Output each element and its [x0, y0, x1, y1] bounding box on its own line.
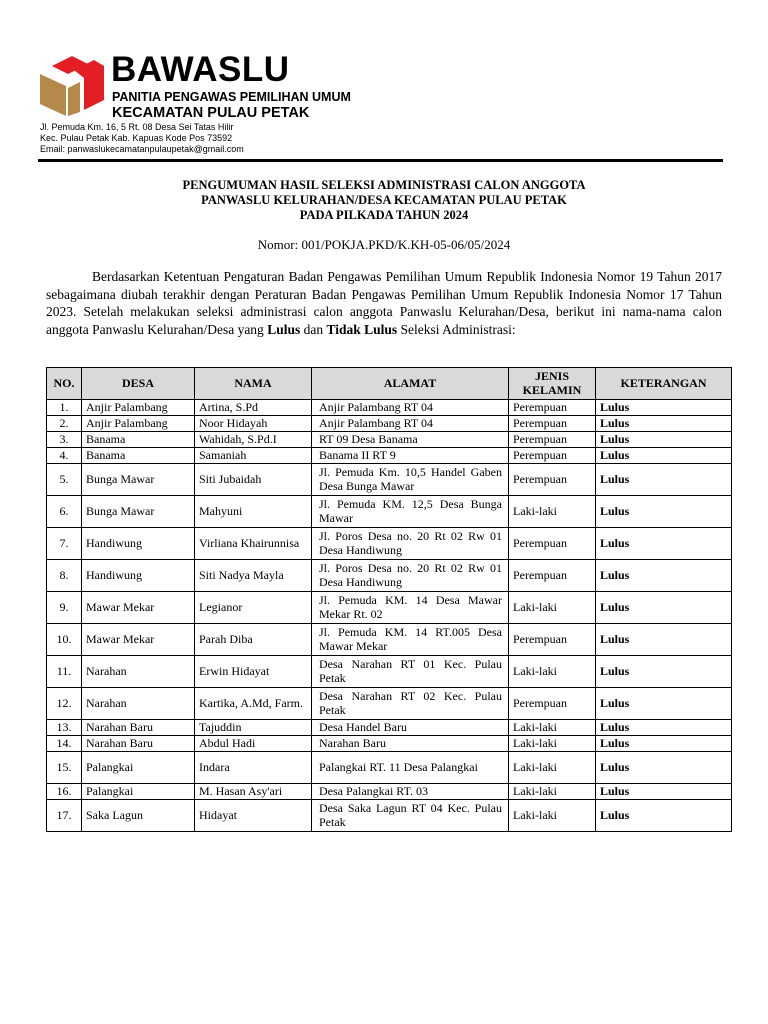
cell-desa: Bunga Mawar — [82, 464, 195, 496]
cell-jenis-kelamin: Perempuan — [509, 688, 596, 720]
cell-no: 5. — [47, 464, 82, 496]
intro-mid: dan — [300, 321, 327, 337]
cell-no: 1. — [47, 400, 82, 416]
tidak-lulus-emphasis: Tidak Lulus — [326, 321, 398, 337]
table-body — [47, 400, 732, 832]
cell-desa: Narahan — [82, 656, 195, 688]
cell-jenis-kelamin: Perempuan — [509, 448, 596, 464]
org-line-2: KECAMATAN PULAU PETAK — [112, 105, 310, 121]
cell-jenis-kelamin: Laki-laki — [509, 784, 596, 800]
letterhead — [38, 52, 728, 162]
table-row — [47, 800, 732, 832]
lulus-emphasis: Lulus — [267, 321, 301, 337]
results-table — [46, 367, 732, 832]
cell-nama: Siti Nadya Mayla — [195, 560, 312, 592]
header-no: NO. — [47, 368, 82, 400]
cell-jenis-kelamin: Perempuan — [509, 624, 596, 656]
title-line-2: PANWASLU KELURAHAN/DESA KECAMATAN PULAU PETAK — [201, 193, 567, 207]
cell-jenis-kelamin: Perempuan — [509, 416, 596, 432]
cell-no: 14. — [47, 736, 82, 752]
table-row — [47, 528, 732, 560]
cell-keterangan: Lulus — [596, 416, 732, 432]
cell-no: 13. — [47, 720, 82, 736]
cell-desa: Bunga Mawar — [82, 496, 195, 528]
cell-nama: Noor Hidayah — [195, 416, 312, 432]
cell-nama: Parah Diba — [195, 624, 312, 656]
cell-alamat: Palangkai RT. 11 Desa Palangkai — [312, 752, 509, 784]
cell-nama: Mahyuni — [195, 496, 312, 528]
cell-alamat: Banama II RT 9 — [312, 448, 509, 464]
cell-keterangan: Lulus — [596, 736, 732, 752]
table-row — [47, 736, 732, 752]
cell-keterangan: Lulus — [596, 400, 732, 416]
title-line-3: PADA PILKADA TAHUN 2024 — [299, 208, 469, 222]
cell-jenis-kelamin: Perempuan — [509, 528, 596, 560]
cell-desa: Narahan — [82, 688, 195, 720]
cell-no: 12. — [47, 688, 82, 720]
header-alamat: ALAMAT — [312, 368, 509, 400]
cell-keterangan: Lulus — [596, 528, 732, 560]
cell-keterangan: Lulus — [596, 656, 732, 688]
cell-no: 17. — [47, 800, 82, 832]
cell-alamat: Desa Palangkai RT. 03 — [312, 784, 509, 800]
table-row — [47, 416, 732, 432]
cell-desa: Mawar Mekar — [82, 624, 195, 656]
cell-keterangan: Lulus — [596, 784, 732, 800]
document-number: Nomor: 001/POKJA.PKD/K.KH-05-06/05/2024 — [257, 237, 511, 252]
intro-paragraph — [46, 268, 722, 338]
cell-alamat: Desa Narahan RT 02 Kec. Pulau Petak — [312, 688, 509, 720]
cell-no: 15. — [47, 752, 82, 784]
table-row — [47, 624, 732, 656]
cell-no: 6. — [47, 496, 82, 528]
table-header-row — [47, 368, 732, 400]
email-line: Email: panwaslukecamatanpulaupetak@gmail.com — [40, 144, 244, 154]
cell-alamat: Jl. Pemuda KM. 12,5 Desa Bunga Mawar — [312, 496, 509, 528]
cell-jenis-kelamin: Perempuan — [509, 464, 596, 496]
cell-jenis-kelamin: Perempuan — [509, 400, 596, 416]
cell-keterangan: Lulus — [596, 448, 732, 464]
cell-jenis-kelamin: Laki-laki — [509, 752, 596, 784]
cell-jenis-kelamin: Laki-laki — [509, 736, 596, 752]
table-row — [47, 448, 732, 464]
cell-keterangan: Lulus — [596, 560, 732, 592]
cell-desa: Handiwung — [82, 560, 195, 592]
cell-no: 3. — [47, 432, 82, 448]
header-jenis-kelamin: JENIS KELAMIN — [509, 368, 596, 400]
table-row — [47, 752, 732, 784]
table-row — [47, 560, 732, 592]
intro-end: Seleksi Administrasi: — [397, 321, 516, 337]
table-row — [47, 592, 732, 624]
cell-nama: Tajuddin — [195, 720, 312, 736]
bawaslu-logo-icon — [38, 56, 106, 116]
cell-desa: Handiwung — [82, 528, 195, 560]
cell-desa: Anjir Palambang — [82, 416, 195, 432]
cell-nama: Artina, S.Pd — [195, 400, 312, 416]
cell-jenis-kelamin: Laki-laki — [509, 592, 596, 624]
cell-alamat: Anjir Palambang RT 04 — [312, 400, 509, 416]
cell-keterangan: Lulus — [596, 688, 732, 720]
cell-jenis-kelamin: Laki-laki — [509, 720, 596, 736]
cell-jenis-kelamin: Laki-laki — [509, 800, 596, 832]
cell-no: 16. — [47, 784, 82, 800]
brand-name: BAWASLU — [111, 50, 290, 89]
cell-alamat: Jl. Poros Desa no. 20 Rt 02 Rw 01 Desa Handiwung — [312, 528, 509, 560]
cell-alamat: Jl. Poros Desa no. 20 Rt 02 Rw 01 Desa Handiwung — [312, 560, 509, 592]
cell-keterangan: Lulus — [596, 592, 732, 624]
table-row — [47, 464, 732, 496]
intro-text: Berdasarkan Ketentuan Pengaturan Badan Pengawas Pemilihan Umum Republik Indonesia Nomor 19 Tahun 2017 sebagaimana diubah terakhir dengan Peraturan Badan Pengawas Pemilihan Umum Republik Indonesia Nomor 17 Tahun 2023. Setelah melakukan seleksi administrasi calon anggota Panwaslu Kelurahan/Desa, berikut ini nama-nama calon anggota Panwaslu Kelurahan/Desa yang — [46, 269, 722, 337]
cell-desa: Mawar Mekar — [82, 592, 195, 624]
cell-no: 9. — [47, 592, 82, 624]
cell-nama: Hidayat — [195, 800, 312, 832]
cell-keterangan: Lulus — [596, 496, 732, 528]
cell-alamat: Jl. Pemuda KM. 14 RT.005 Desa Mawar Mekar — [312, 624, 509, 656]
cell-jenis-kelamin: Perempuan — [509, 432, 596, 448]
cell-nama: Legianor — [195, 592, 312, 624]
cell-no: 4. — [47, 448, 82, 464]
table-row — [47, 720, 732, 736]
table-row — [47, 784, 732, 800]
cell-nama: Abdul Hadi — [195, 736, 312, 752]
cell-alamat: Desa Narahan RT 01 Kec. Pulau Petak — [312, 656, 509, 688]
table-row — [47, 400, 732, 416]
cell-keterangan: Lulus — [596, 752, 732, 784]
cell-keterangan: Lulus — [596, 464, 732, 496]
cell-no: 10. — [47, 624, 82, 656]
table-row — [47, 432, 732, 448]
cell-keterangan: Lulus — [596, 624, 732, 656]
cell-no: 2. — [47, 416, 82, 432]
address-line-2: Kec. Pulau Petak Kab. Kapuas Kode Pos 73592 — [40, 133, 233, 143]
cell-keterangan: Lulus — [596, 800, 732, 832]
cell-nama: Wahidah, S.Pd.I — [195, 432, 312, 448]
header-nama: NAMA — [195, 368, 312, 400]
cell-alamat: RT 09 Desa Banama — [312, 432, 509, 448]
title-line-1: PENGUMUMAN HASIL SELEKSI ADMINISTRASI CALON ANGGOTA — [182, 178, 586, 192]
cell-desa: Narahan Baru — [82, 720, 195, 736]
cell-keterangan: Lulus — [596, 432, 732, 448]
cell-jenis-kelamin: Perempuan — [509, 560, 596, 592]
cell-no: 8. — [47, 560, 82, 592]
cell-alamat: Jl. Pemuda KM. 14 Desa Mawar Mekar Rt. 02 — [312, 592, 509, 624]
cell-nama: Samaniah — [195, 448, 312, 464]
header-desa: DESA — [82, 368, 195, 400]
cell-desa: Palangkai — [82, 784, 195, 800]
cell-nama: Siti Jubaidah — [195, 464, 312, 496]
cell-keterangan: Lulus — [596, 720, 732, 736]
cell-desa: Banama — [82, 448, 195, 464]
cell-desa: Palangkai — [82, 752, 195, 784]
cell-nama: Virliana Khairunnisa — [195, 528, 312, 560]
table-row — [47, 688, 732, 720]
cell-desa: Anjir Palambang — [82, 400, 195, 416]
cell-nama: Erwin Hidayat — [195, 656, 312, 688]
table-row — [47, 496, 732, 528]
cell-nama: M. Hasan Asy'ari — [195, 784, 312, 800]
cell-jenis-kelamin: Laki-laki — [509, 496, 596, 528]
table-row — [47, 656, 732, 688]
cell-desa: Narahan Baru — [82, 736, 195, 752]
cell-alamat: Jl. Pemuda Km. 10,5 Handel Gaben Desa Bunga Mawar — [312, 464, 509, 496]
cell-desa: Saka Lagun — [82, 800, 195, 832]
header-keterangan: KETERANGAN — [596, 368, 732, 400]
address-line-1: Jl. Pemuda Km. 16, 5 Rt. 08 Desa Sei Tatas Hilir — [40, 122, 234, 132]
cell-no: 7. — [47, 528, 82, 560]
cell-alamat: Narahan Baru — [312, 736, 509, 752]
cell-alamat: Desa Saka Lagun RT 04 Kec. Pulau Petak — [312, 800, 509, 832]
cell-alamat: Desa Handel Baru — [312, 720, 509, 736]
cell-desa: Banama — [82, 432, 195, 448]
cell-no: 11. — [47, 656, 82, 688]
header-divider — [38, 159, 723, 162]
cell-alamat: Anjir Palambang RT 04 — [312, 416, 509, 432]
cell-nama: Kartika, A.Md, Farm. — [195, 688, 312, 720]
cell-nama: Indara — [195, 752, 312, 784]
cell-jenis-kelamin: Laki-laki — [509, 656, 596, 688]
org-line-1: PANITIA PENGAWAS PEMILIHAN UMUM — [112, 90, 351, 104]
